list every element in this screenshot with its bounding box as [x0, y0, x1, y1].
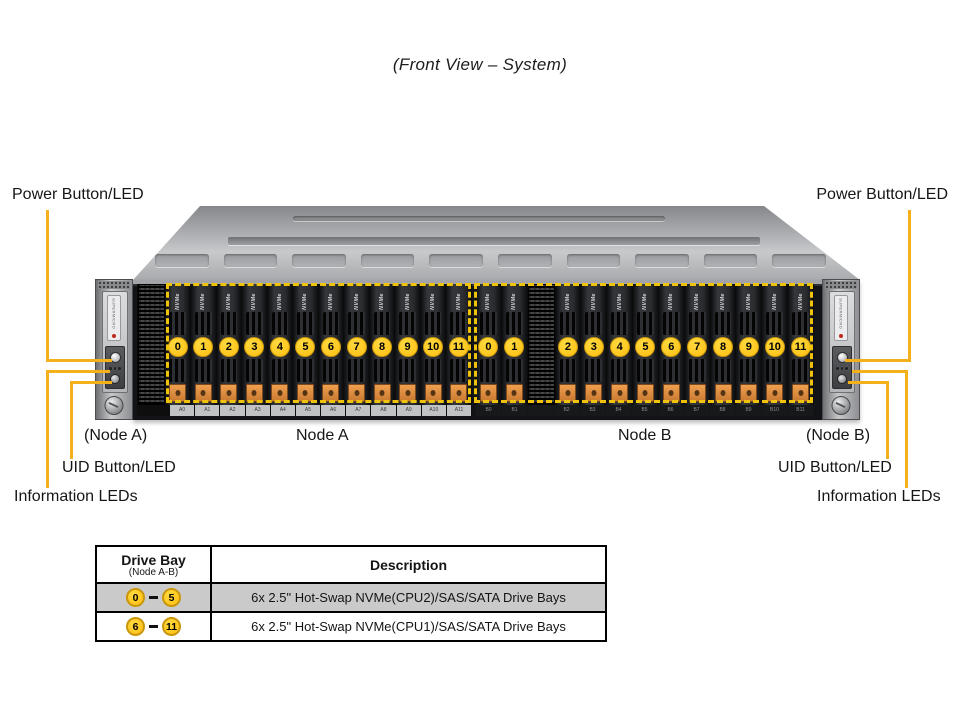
right-control-panel: [829, 291, 855, 393]
drive-slot-label: B5: [632, 405, 657, 416]
left-control-panel: [102, 291, 128, 393]
drive-number-badge: 9: [739, 337, 759, 357]
chassis-top-cover: [133, 206, 860, 280]
label-power-right: Power Button/LED: [816, 186, 948, 203]
drive-type-label: NVMe: [225, 293, 232, 310]
callout-uid-right-v: [886, 381, 889, 459]
range-dash: [149, 625, 158, 628]
drive-slot-label: A0: [170, 405, 194, 416]
node-a-outline: [166, 283, 471, 403]
drive-number-badge: 2: [558, 337, 578, 357]
drive-type-label: NVMe: [564, 293, 571, 310]
node-a-slot-labels: [137, 405, 472, 416]
information-leds: [835, 366, 849, 371]
drive-type-label: NVMe: [327, 293, 334, 310]
top-cover-dimples: [155, 254, 826, 267]
drive-slot-label: B0: [476, 405, 501, 416]
callout-power-left-v: [46, 210, 49, 362]
drive-number-badge: 7: [347, 337, 367, 357]
drive-type-label: NVMe: [511, 293, 518, 310]
brand-logo-dot: [112, 334, 116, 338]
drive-slot-label: A1: [195, 405, 219, 416]
drive-slot-label: B11: [788, 405, 813, 416]
drive-slot-label: B10: [762, 405, 787, 416]
drive-number-badge: 5: [635, 337, 655, 357]
drive-type-label: NVMe: [590, 293, 597, 310]
perforation-grid: [98, 281, 130, 289]
drive-number-badge: 11: [449, 337, 469, 357]
drive-number-badge: 10: [423, 337, 443, 357]
drive-type-label: NVMe: [616, 293, 623, 310]
drive-slot-label: A9: [397, 405, 421, 416]
drive-type-label: NVMe: [485, 293, 492, 310]
drive-number-badge: 3: [244, 337, 264, 357]
drive-type-label: NVMe: [745, 293, 752, 310]
bay-range-cell: [97, 613, 212, 640]
drive-type-label: NVMe: [642, 293, 649, 310]
drive-slot-label: A5: [296, 405, 320, 416]
strip-spacer: [528, 405, 553, 416]
brand-label: SUPERMICRO: [838, 298, 844, 330]
callout-info-left-v: [46, 370, 49, 488]
drive-slot-label: B4: [606, 405, 631, 416]
drive-number-badge: 6: [661, 337, 681, 357]
brand-plate: [834, 295, 848, 341]
label-info-right: Information LEDs: [817, 488, 941, 505]
drive-type-label: NVMe: [430, 293, 437, 310]
callout-power-right-h: [845, 359, 911, 362]
drive-slot-label: A6: [321, 405, 345, 416]
drive-number-badge: 5: [295, 337, 315, 357]
label-info-left: Information LEDs: [14, 488, 138, 505]
top-cover-slot: [228, 237, 760, 245]
uid-button: [837, 374, 847, 384]
drive-slot-label: B2: [554, 405, 579, 416]
node-b-outline: [474, 283, 813, 403]
drive-slot-label: B3: [580, 405, 605, 416]
drive-number-badge: 10: [765, 337, 785, 357]
table-row: [97, 611, 605, 640]
label-node-b-paren: (Node B): [806, 427, 871, 444]
bay-number-badge: 11: [162, 617, 181, 636]
range-dash: [149, 596, 158, 599]
drive-number-badge: 4: [610, 337, 630, 357]
drive-number-badge: 1: [504, 337, 524, 357]
bay-description: 6x 2.5" Hot-Swap NVMe(CPU2)/SAS/SATA Drive Bays: [251, 590, 566, 605]
drive-number-badge: 8: [713, 337, 733, 357]
label-node-a-paren: (Node A): [84, 427, 148, 444]
drive-number-badge: 0: [168, 337, 188, 357]
drive-slot-label: A7: [346, 405, 370, 416]
table-header-row: [97, 547, 605, 584]
label-node-b: Node B: [618, 427, 672, 444]
callout-uid-left-h: [70, 381, 112, 384]
drive-type-label: NVMe: [353, 293, 360, 310]
strip-spacer: [138, 405, 169, 416]
brand-plate: [107, 295, 121, 341]
drive-number-badge: 9: [398, 337, 418, 357]
drive-type-label: NVMe: [276, 293, 283, 310]
figure-title: (Front View – System): [392, 55, 568, 74]
drive-slot-label: B1: [502, 405, 527, 416]
drive-number-badge: 2: [219, 337, 239, 357]
callout-power-left-h: [46, 359, 112, 362]
drive-type-label: NVMe: [404, 293, 411, 310]
callout-info-right-v: [905, 370, 908, 488]
table-row: [97, 584, 605, 611]
drive-number-badge: 1: [193, 337, 213, 357]
left-rack-ear: [95, 279, 133, 420]
brand-label: SUPERMICRO: [111, 298, 117, 330]
drive-type-label: NVMe: [771, 293, 778, 310]
bay-number-badge: 0: [126, 588, 145, 607]
drive-number-badge: 0: [478, 337, 498, 357]
drive-type-label: NVMe: [668, 293, 675, 310]
drive-slot-label: A11: [447, 405, 471, 416]
bay-number-badge: 6: [126, 617, 145, 636]
callout-info-right-h: [852, 370, 908, 373]
drive-type-label: NVMe: [455, 293, 462, 310]
bay-description: 6x 2.5" Hot-Swap NVMe(CPU1)/SAS/SATA Drive Bays: [251, 619, 566, 634]
drive-type-label: NVMe: [302, 293, 309, 310]
drive-bay-table: [95, 545, 607, 642]
drive-slot-label: A4: [271, 405, 295, 416]
node-b-slot-labels: [475, 405, 814, 416]
top-cover-groove: [293, 216, 665, 221]
drive-type-label: NVMe: [200, 293, 207, 310]
right-rack-ear: [822, 279, 860, 420]
drive-number-badge: 6: [321, 337, 341, 357]
thumbscrew: [105, 396, 124, 415]
information-leds: [108, 366, 122, 371]
callout-uid-right-h: [848, 381, 889, 384]
drive-slot-label: A10: [422, 405, 446, 416]
drive-slot-label: B6: [658, 405, 683, 416]
drive-number-badge: 3: [584, 337, 604, 357]
vent-mesh: [138, 284, 165, 405]
bay-number-badge: 5: [162, 588, 181, 607]
drive-type-label: NVMe: [251, 293, 258, 310]
drive-type-label: NVMe: [174, 293, 181, 310]
label-power-left: Power Button/LED: [12, 186, 144, 203]
thumbscrew: [832, 396, 851, 415]
label-node-a: Node A: [296, 427, 349, 444]
drive-number-badge: 7: [687, 337, 707, 357]
drive-number-badge: 11: [791, 337, 811, 357]
callout-info-left-h: [46, 370, 110, 373]
drive-slot-label: A8: [371, 405, 395, 416]
perforation-grid: [825, 281, 857, 289]
label-uid-right: UID Button/LED: [778, 459, 892, 476]
brand-logo-dot: [839, 334, 843, 338]
drive-type-label: NVMe: [379, 293, 386, 310]
label-uid-left: UID Button/LED: [62, 459, 176, 476]
drive-type-label: NVMe: [720, 293, 727, 310]
callout-uid-left-v: [70, 381, 73, 459]
drive-slot-label: A3: [246, 405, 270, 416]
drive-type-label: NVMe: [797, 293, 804, 310]
table-header-description: Description: [369, 556, 447, 573]
callout-power-right-v: [908, 210, 911, 362]
drive-number-badge: 8: [372, 337, 392, 357]
drive-slot-label: A2: [220, 405, 244, 416]
drive-type-label: NVMe: [694, 293, 701, 310]
drive-number-badge: 4: [270, 337, 290, 357]
drive-slot-label: B9: [736, 405, 761, 416]
table-header-drive-bay: Drive Bay (Node A-B): [97, 547, 212, 582]
bay-range-cell: [97, 584, 212, 611]
drive-slot-label: B7: [684, 405, 709, 416]
drive-slot-label: B8: [710, 405, 735, 416]
